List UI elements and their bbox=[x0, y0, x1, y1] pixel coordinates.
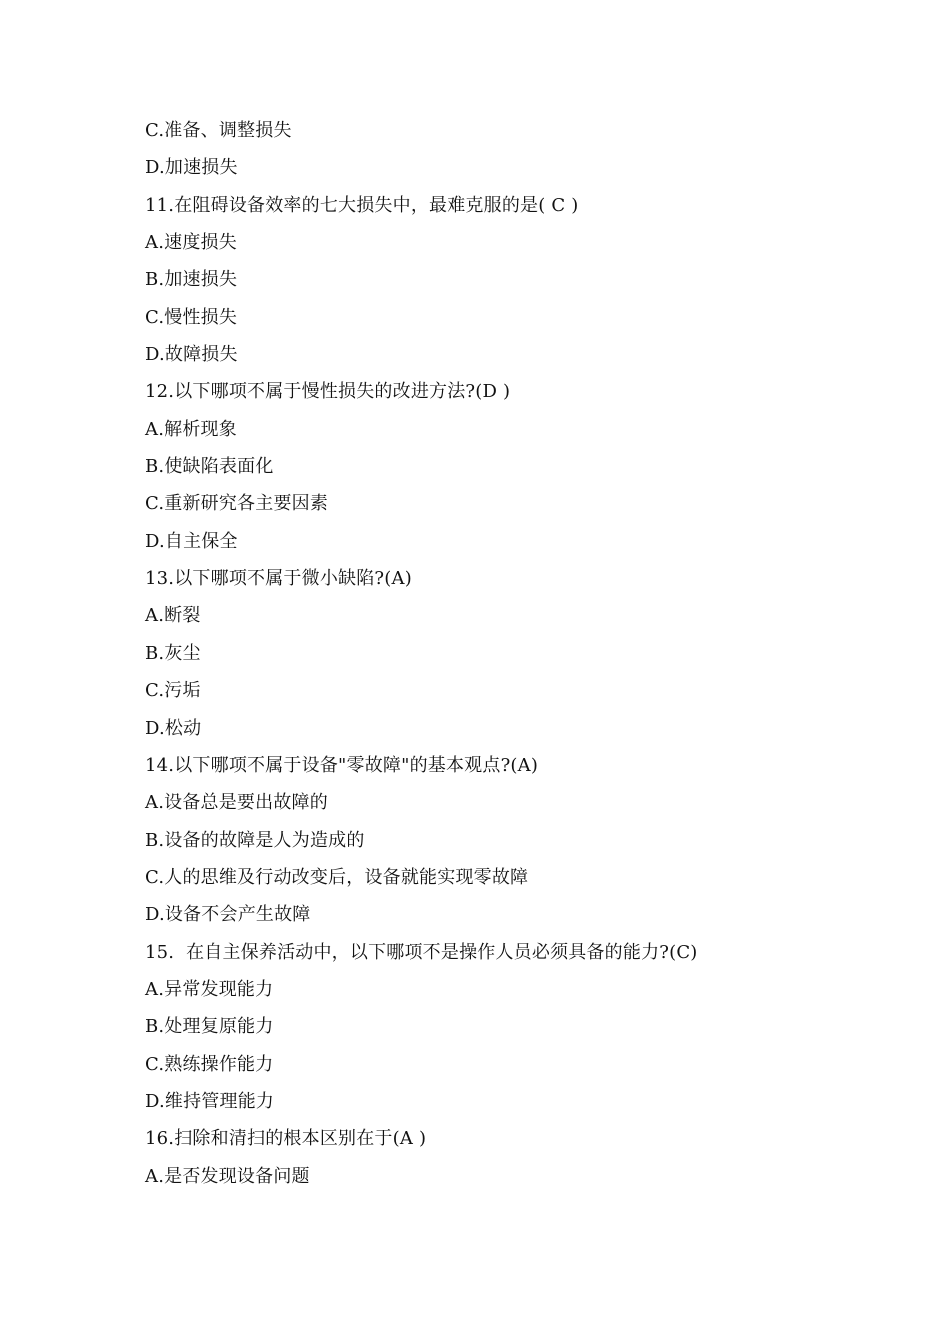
option-line: C.慢性损失 bbox=[145, 306, 238, 328]
question-line: 14.以下哪项不属于设备"零故障"的基本观点?(A) bbox=[145, 754, 539, 776]
question-line: 12.以下哪项不属于慢性损失的改进方法?(D ) bbox=[145, 381, 511, 403]
option-line: B.使缺陷表面化 bbox=[145, 456, 274, 478]
option-line: B.处理复原能力 bbox=[145, 1016, 274, 1038]
option-line: B.设备的故障是人为造成的 bbox=[145, 829, 365, 851]
option-line: A.设备总是要出故障的 bbox=[145, 792, 328, 814]
question-line: 16.扫除和清扫的根本区别在于(A ) bbox=[145, 1128, 427, 1150]
option-line: A.解析现象 bbox=[145, 418, 237, 440]
option-line: C.准备、调整损失 bbox=[145, 120, 292, 141]
option-line: C.污垢 bbox=[145, 680, 201, 702]
option-line: D.维持管理能力 bbox=[145, 1090, 275, 1112]
question-line: 13.以下哪项不属于微小缺陷?(A) bbox=[145, 568, 412, 590]
option-line: C.人的思维及行动改变后，设备就能实现零故障 bbox=[145, 866, 529, 888]
question-line: 15. 在自主保养活动中，以下哪项不是操作人员必须具备的能力?(C) bbox=[145, 941, 698, 963]
option-line: A.是否发现设备问题 bbox=[145, 1165, 310, 1187]
option-line: A.异常发现能力 bbox=[145, 978, 274, 1000]
option-line: D.故障损失 bbox=[145, 344, 238, 366]
option-line: D.松动 bbox=[145, 717, 202, 739]
option-line: C.熟练操作能力 bbox=[145, 1053, 274, 1075]
option-line: B.灰尘 bbox=[145, 642, 201, 664]
option-line: D.加速损失 bbox=[145, 157, 238, 179]
question-line: 11.在阻碍设备效率的七大损失中，最难克服的是( C ) bbox=[145, 194, 579, 216]
option-line: B.加速损失 bbox=[145, 269, 238, 291]
option-line: A.速度损失 bbox=[145, 232, 237, 254]
question-list bbox=[145, 112, 905, 1195]
option-line: D.设备不会产生故障 bbox=[145, 904, 311, 926]
option-line: A.断裂 bbox=[145, 605, 201, 627]
option-line: C.重新研究各主要因素 bbox=[145, 493, 329, 515]
option-line: D.自主保全 bbox=[145, 530, 238, 552]
